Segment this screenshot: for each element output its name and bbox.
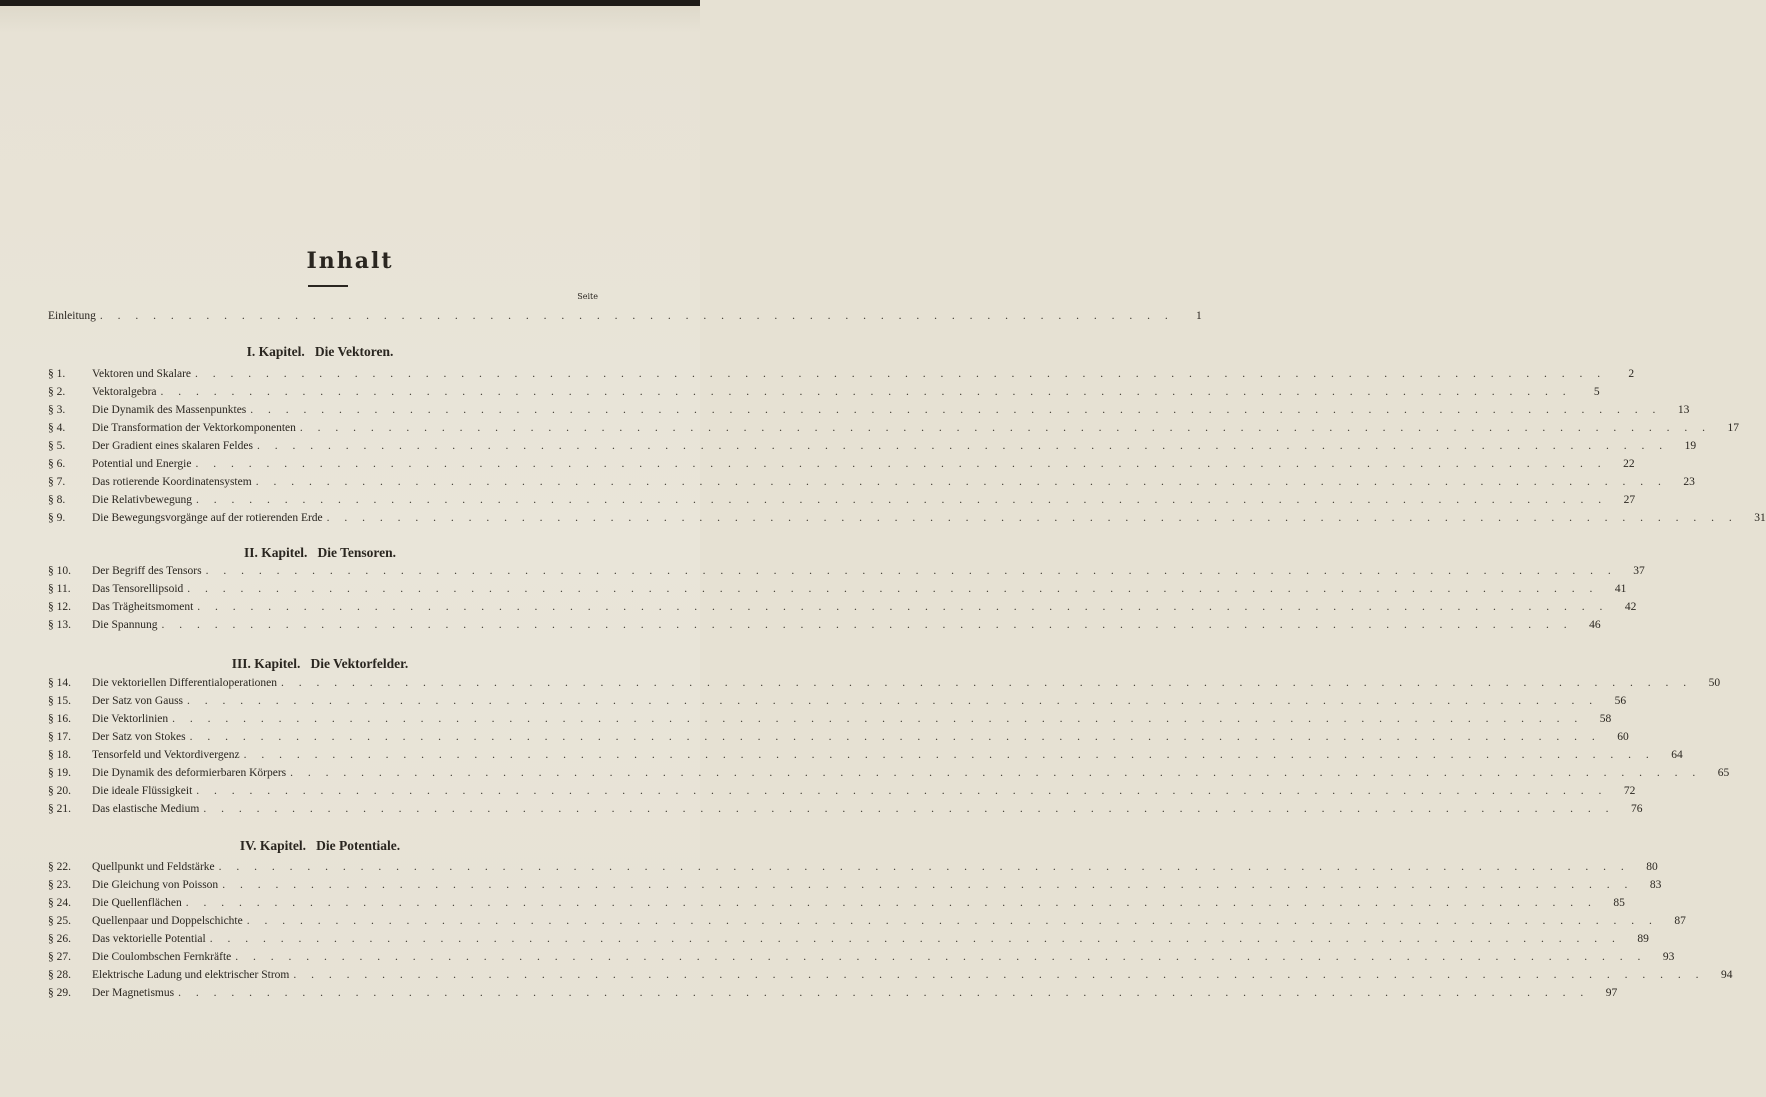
leader-dots: . . . . . . . . . . . . . . . . . . . . . . . . . . . . . . . . . . . . . . . . . . . . . . . . . . . . . . . . . . . . . . . . . . . . . . . . . . . . . . . . [326,512,1738,524]
entry-page: 50 [1708,677,1721,689]
chapter-heading: II. Kapitel. Die Tensoren. [243,545,397,560]
entry-page: 27 [1623,494,1636,506]
entry-page: 72 [1623,785,1636,797]
section-number: § 23. [48,879,71,891]
toc-entry [48,695,1627,713]
entry-text: Das Tensorellipsoid [92,583,184,595]
leader-dots: . . . . . . . . . . . . . . . . . . . . . . . . . . . . . . . . . . . . . . . . . . . . . . . . . . . . . . . . . . . . . . . . . . . . . . . . . . . . . . . . [205,565,1617,577]
section-number: § 27. [48,951,71,963]
leader-dots: . . . . . . . . . . . . . . . . . . . . . . . . . . . . . . . . . . . . . . . . . . . . . . . . . . . . . . . . . . . . . . . . . . . . . . . . . . . . . . . . [189,731,1601,743]
leader-dots: . . . . . . . . . . . . . . . . . . . . . . . . . . . . . . . . . . . . . . . . . . . . . . . . . . . . . . . . . . . . . . . . . . . . . . . . . . . . . . . . [222,879,1634,891]
leader-dots: . . . . . . . . . . . . . . . . . . . . . . . . . . . . . . . . . . . . . . . . . . . . . . . . . . . . . . . . . . . . . . . . . . . . . . . . . . . . . . . . [203,803,1615,815]
leader-dots: . . . . . . . . . . . . . . . . . . . . . . . . . . . . . . . . . . . . . . . . . . . . . . . . . . . . . . . . . . . . . . . . . . . . . . . . . . . . . . . . [172,713,1584,725]
leader-dots: . . . . . . . . . . . . . . . . . . . . . . . . . . . . . . . . . . . . . . . . . . . . . . . . . . . . . . . . . . . . . . . . . . . . . . . . . . . . . . . . [209,933,1621,945]
chapter-heading: III. Kapitel. Die Vektorfelder. [231,656,409,671]
entry-page: 94 [1720,969,1733,981]
entry-page: 80 [1646,861,1658,873]
section-number: § 15. [48,695,71,707]
toc-entry [48,951,1675,969]
leader-dots: . . . . . . . . . . . . . . . . . . . . . . . . . . . . . . . . . . . . . . . . . . . . . . . . . . . . . . . . . . . . . [99,310,1174,322]
entry-text: Der Satz von Gauss [92,695,184,707]
entry-page: 41 [1614,583,1627,595]
entry-text: Quellenpaar und Doppelschichte [92,915,243,927]
entry-text: Die Quellenflächen [92,897,182,909]
entry-text: Die ideale Flüssigkeit [92,785,193,797]
toc-entry [48,494,1636,512]
entry-text: Die Dynamik des deformierbaren Körpers [92,767,287,779]
entry-text: Potential und Energie [92,458,192,470]
leader-dots: . . . . . . . . . . . . . . . . . . . . . . . . . . . . . . . . . . . . . . . . . . . . . . . . . . . . . . . . . . . . . . . . . . . . . . . . . . . . . . . . [161,619,1573,631]
entry-page: 2 [1628,368,1635,380]
entry-text: Das Trägheitsmoment [92,601,194,613]
entry-text: Die Bewegungsvorgänge auf der rotierenden Erde [92,512,323,524]
entry-page: 89 [1637,933,1649,945]
section-number: § 12. [48,601,71,613]
entry-page: 65 [1717,767,1730,779]
section-number: § 13. [48,619,71,631]
toc-entry [48,440,1697,458]
leader-dots: . . . . . . . . . . . . . . . . . . . . . . . . . . . . . . . . . . . . . . . . . . . . . . . . . . . . . . . . . . . . . . . . . . . . . . . . . . . . . . . . [218,861,1630,873]
entry-page: 1 [1196,310,1202,322]
leader-dots: . . . . . . . . . . . . . . . . . . . . . . . . . . . . . . . . . . . . . . . . . . . . . . . . . . . . . . . . . . . . . . . . . . . . . . . . . . . . . . . . [281,677,1693,689]
toc-entry [48,512,1766,530]
entry-page: 31 [1754,512,1766,524]
page-column-label: Seite [577,292,598,301]
toc-entry [48,368,1635,386]
entry-page: 58 [1599,713,1612,725]
toc-entry [48,583,1627,601]
leader-dots: . . . . . . . . . . . . . . . . . . . . . . . . . . . . . . . . . . . . . . . . . . . . . . . . . . . . . . . . . . . . . . . . . . . . . . . . . . . . . . . . [195,458,1607,470]
entry-text: Einleitung [48,310,96,322]
toc-entry [48,861,1658,879]
leader-dots: . . . . . . . . . . . . . . . . . . . . . . . . . . . . . . . . . . . . . . . . . . . . . . . . . . . . . . . . . . . . . . . . . . . . . . . . . . . . . . . . [293,969,1705,981]
toc-entry [48,987,1618,1005]
entry-text: Die Relativbewegung [92,494,192,506]
entry-page: 76 [1630,803,1643,815]
entry-text: Vektoralgebra [92,386,157,398]
section-number: § 14. [48,677,71,689]
leader-dots: . . . . . . . . . . . . . . . . . . . . . . . . . . . . . . . . . . . . . . . . . . . . . . . . . . . . . . . . . . . . . . . . . . . . . . . . . . . . . . . . [195,494,1608,506]
page-title: Inhalt [306,248,394,274]
leader-dots: . . . . . . . . . . . . . . . . . . . . . . . . . . . . . . . . . . . . . . . . . . . . . . . . . . . . . . . . . . . . . . . . . . . . . . . . . . . . . . . . [250,404,1662,416]
entry-text: Die Transformation der Vektorkomponenten [92,422,296,434]
section-number: § 16. [48,713,71,725]
entry-page: 87 [1674,915,1686,927]
toc-entry [48,713,1612,731]
entry-page: 85 [1613,897,1625,909]
entry-page: 13 [1677,404,1690,416]
leader-dots: . . . . . . . . . . . . . . . . . . . . . . . . . . . . . . . . . . . . . . . . . . . . . . . . . . . . . . . . . . . . . . . . . . . . . . . . . . . . . . . . [196,785,1608,797]
entry-text: Die Coulombschen Fernkräfte [92,951,232,963]
entry-text: Der Magnetismus [92,987,175,999]
entry-text: Der Gradient eines skalaren Feldes [92,440,253,452]
title-rule [308,285,348,287]
section-number: § 25. [48,915,71,927]
toc-entry [48,404,1690,422]
section-number: § 22. [48,861,71,873]
entry-text: Quellpunkt und Feldstärke [92,861,215,873]
chapter-heading: I. Kapitel. Die Vektoren. [246,344,394,359]
leader-dots: . . . . . . . . . . . . . . . . . . . . . . . . . . . . . . . . . . . . . . . . . . . . . . . . . . . . . . . . . . . . . . . . . . . . . . . . . . . . . . . . [290,767,1702,779]
section-number: § 21. [48,803,71,815]
toc-entry [48,933,1649,951]
leader-dots: . . . . . . . . . . . . . . . . . . . . . . . . . . . . . . . . . . . . . . . . . . . . . . . . . . . . . . . . . . . . . . . . . . . . . . . . . . . . . . . . [185,897,1597,909]
entry-text: Die Vektorlinien [92,713,169,725]
entry-page: 5 [1593,386,1600,398]
section-number: § 7. [48,476,66,488]
entry-page: 56 [1614,695,1627,707]
section-number: § 29. [48,987,71,999]
section-number: § 17. [48,731,71,743]
toc-entry [48,749,1683,767]
entry-text: Der Begriff des Tensors [92,565,202,577]
entry-page: 42 [1624,601,1637,613]
entry-text: Der Satz von Stokes [92,731,186,743]
entry-page: 22 [1623,458,1635,470]
entry-text: Das vektorielle Potential [92,933,206,945]
section-number: § 18. [48,749,71,761]
section-number: § 19. [48,767,71,779]
entry-page: 60 [1617,731,1629,743]
leader-dots: . . . . . . . . . . . . . . . . . . . . . . . . . . . . . . . . . . . . . . . . . . . . . . . . . . . . . . . . . . . . . . . . . . . . . . . . . . . . . . . . [235,951,1647,963]
leader-dots: . . . . . . . . . . . . . . . . . . . . . . . . . . . . . . . . . . . . . . . . . . . . . . . . . . . . . . . . . . . . . . . . . . . . . . . . . . . . . . . . [197,601,1609,613]
section-number: § 20. [48,785,71,797]
leader-dots: . . . . . . . . . . . . . . . . . . . . . . . . . . . . . . . . . . . . . . . . . . . . . . . . . . . . . . . . . . . . . . . . . . . . . . . . . . . . . . . . [243,749,1655,761]
section-number: § 4. [48,422,66,434]
toc-entry-einleitung [48,310,1202,328]
section-number: § 6. [48,458,66,470]
entry-page: 93 [1662,951,1675,963]
leader-dots: . . . . . . . . . . . . . . . . . . . . . . . . . . . . . . . . . . . . . . . . . . . . . . . . . . . . . . . . . . . . . . . . . . . . . . . . . . . . . . . . [256,440,1669,452]
toc-entry [48,915,1686,933]
leader-dots: . . . . . . . . . . . . . . . . . . . . . . . . . . . . . . . . . . . . . . . . . . . . . . . . . . . . . . . . . . . . . . . . . . . . . . . . . . . . . . . . [160,386,1572,398]
entry-page: 17 [1727,422,1740,434]
entry-text: Die Dynamik des Massenpunktes [92,404,247,416]
toc-entry [48,619,1601,637]
entry-page: 37 [1633,565,1645,577]
section-number: § 8. [48,494,66,506]
leader-dots: . . . . . . . . . . . . . . . . . . . . . . . . . . . . . . . . . . . . . . . . . . . . . . . . . . . . . . . . . . . . . . . . . . . . . . . . . . . . . . . . [195,368,1607,380]
entry-text: Die vektoriellen Differentialoperationen [92,677,277,689]
toc-entry [48,785,1636,803]
section-number: § 1. [48,368,66,380]
entry-page: 97 [1605,987,1618,999]
leader-dots: . . . . . . . . . . . . . . . . . . . . . . . . . . . . . . . . . . . . . . . . . . . . . . . . . . . . . . . . . . . . . . . . . . . . . . . . . . . . . . . . [246,915,1658,927]
leader-dots: . . . . . . . . . . . . . . . . . . . . . . . . . . . . . . . . . . . . . . . . . . . . . . . . . . . . . . . . . . . . . . . . . . . . . . . . . . . . . . . . [187,695,1599,707]
section-number: § 9. [48,512,66,524]
toc-entry [48,969,1733,987]
entry-page: 83 [1649,879,1662,891]
toc-entry [48,422,1740,440]
section-number: § 10. [48,565,71,577]
entry-text: Das rotierende Koordinatensystem [92,476,252,488]
section-number: § 11. [48,583,71,595]
section-number: § 28. [48,969,71,981]
toc-entry [48,476,1695,494]
toc-entry [48,386,1600,404]
section-number: § 26. [48,933,71,945]
section-number: § 24. [48,897,71,909]
entry-page: 46 [1589,619,1601,631]
toc-entry [48,601,1637,619]
leader-dots: . . . . . . . . . . . . . . . . . . . . . . . . . . . . . . . . . . . . . . . . . . . . . . . . . . . . . . . . . . . . . . . . . . . . . . . . . . . . . . . . [299,422,1712,434]
entry-text: Die Gleichung von Poisson [92,879,219,891]
entry-text: Die Spannung [92,619,158,631]
section-number: § 2. [48,386,66,398]
leader-dots: . . . . . . . . . . . . . . . . . . . . . . . . . . . . . . . . . . . . . . . . . . . . . . . . . . . . . . . . . . . . . . . . . . . . . . . . . . . . . . . . [178,987,1590,999]
toc-entry [48,803,1643,821]
entry-text: Vektoren und Skalare [92,368,191,380]
toc-entry [48,565,1645,583]
toc-entry [48,879,1662,897]
toc-entry [48,897,1625,915]
toc-entry [48,677,1721,695]
section-number: § 3. [48,404,66,416]
section-number: § 5. [48,440,66,452]
toc-entry [48,731,1629,749]
entry-page: 19 [1684,440,1697,452]
entry-text: Das elastische Medium [92,803,200,815]
entry-page: 23 [1683,476,1695,488]
chapter-heading: IV. Kapitel. Die Potentiale. [239,838,401,853]
leader-dots: . . . . . . . . . . . . . . . . . . . . . . . . . . . . . . . . . . . . . . . . . . . . . . . . . . . . . . . . . . . . . . . . . . . . . . . . . . . . . . . . [255,476,1667,488]
toc-entry [48,458,1635,476]
toc-entry [48,767,1730,785]
entry-text: Tensorfeld und Vektordivergenz [92,749,240,761]
entry-page: 64 [1671,749,1683,761]
entry-text: Elektrische Ladung und elektrischer Strom [92,969,290,981]
page-top-edge [0,0,700,6]
leader-dots: . . . . . . . . . . . . . . . . . . . . . . . . . . . . . . . . . . . . . . . . . . . . . . . . . . . . . . . . . . . . . . . . . . . . . . . . . . . . . . . . [187,583,1599,595]
